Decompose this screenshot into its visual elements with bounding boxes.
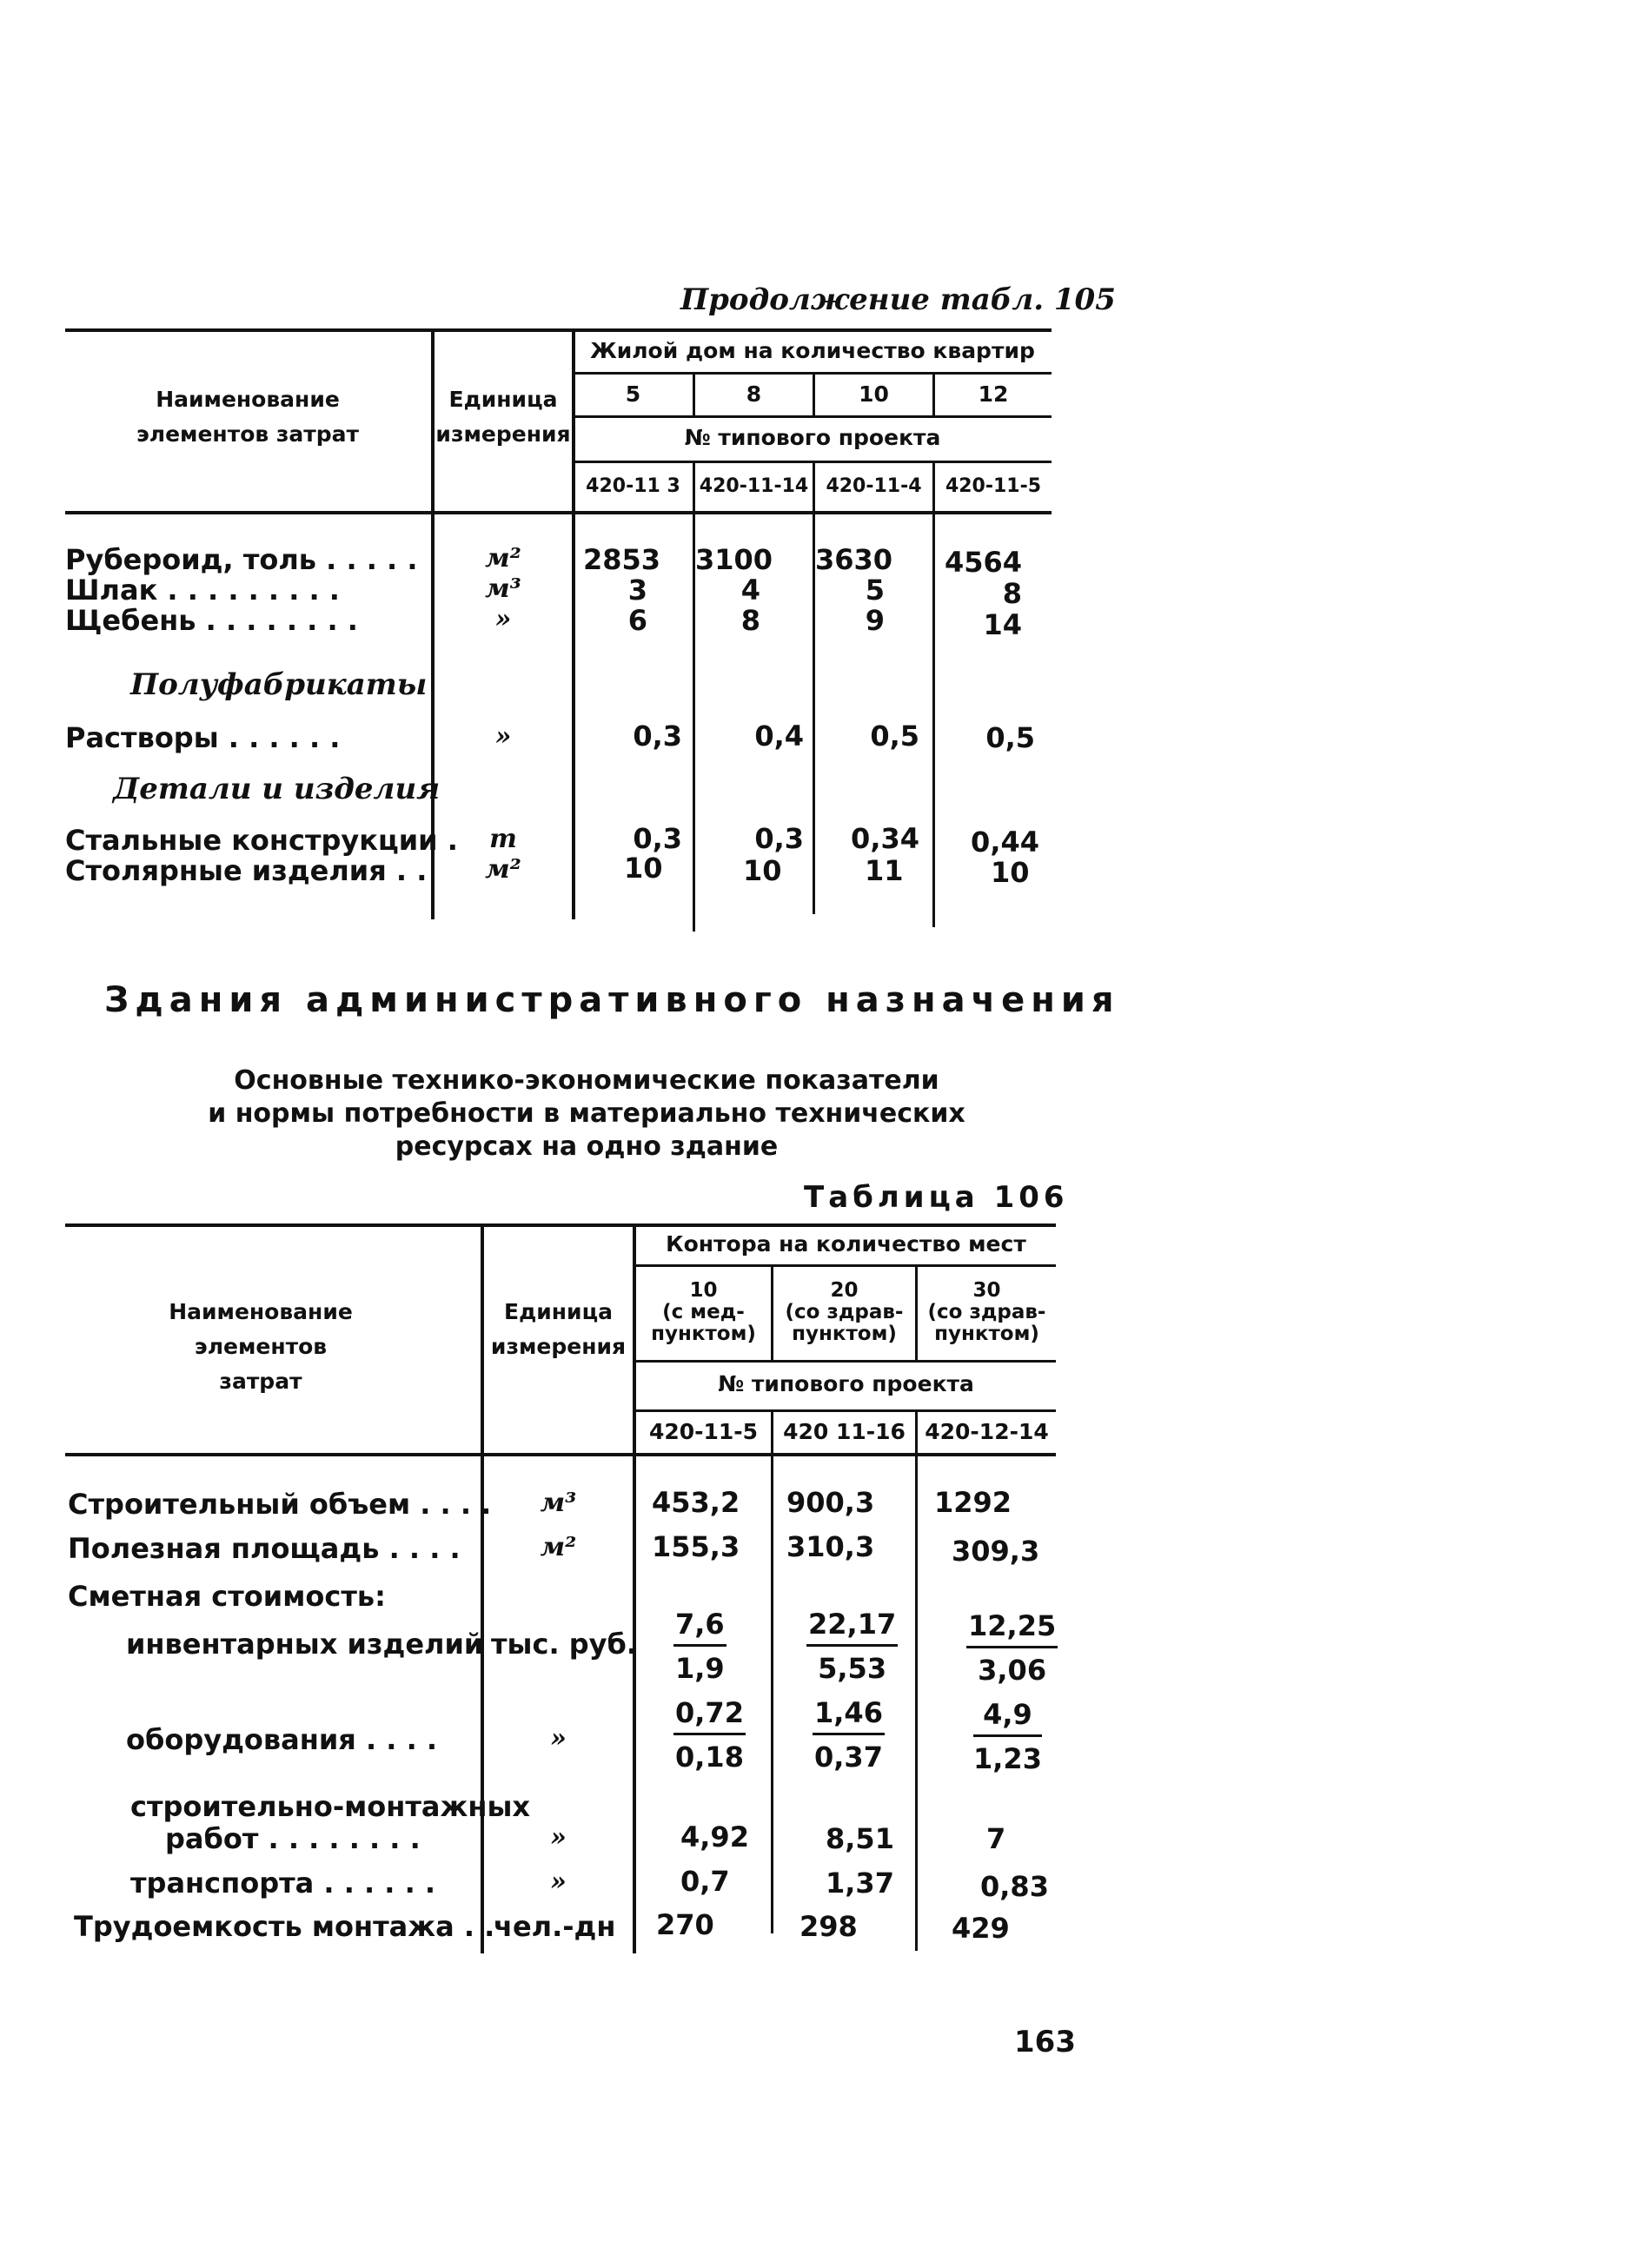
fraction: $\frac{1,46}{0,37}$ bbox=[814, 1696, 883, 1774]
table105-top-rule bbox=[65, 328, 1052, 332]
fraction: $\frac{4,9}{1,23}$ bbox=[973, 1698, 1042, 1775]
table106-project-label: № типового проекта bbox=[718, 1371, 974, 1396]
table106-unit-col-header: Единица измерения bbox=[490, 1299, 627, 1359]
table105-project-4: 420-11-5 bbox=[945, 475, 1042, 497]
fraction: $\frac{12,25}{3,06}$ bbox=[968, 1609, 1057, 1687]
table105-project-1: 420-11 3 bbox=[586, 475, 680, 497]
fraction: $\frac{22,17}{5,53}$ bbox=[808, 1608, 897, 1685]
table106-project-3: 420-12-14 bbox=[925, 1419, 1049, 1444]
table105-unit-col-header: Единица измерения bbox=[435, 387, 571, 447]
table106-project-2: 420 11-16 bbox=[783, 1419, 906, 1444]
table106-name-col-header: Наименование элементов затрат bbox=[169, 1299, 353, 1394]
table105-project-label: № типового проекта bbox=[684, 425, 941, 450]
table105-caption: Продолжение табл. 105 bbox=[680, 282, 1116, 317]
table105-count-12: 12 bbox=[978, 381, 1009, 407]
subtitle-line-3: ресурсах на одно здание bbox=[395, 1131, 779, 1162]
table106-caption: Таблица 106 bbox=[804, 1180, 1069, 1215]
fraction: $\frac{0,72}{0,18}$ bbox=[675, 1696, 744, 1774]
table105-section-semifinished: Полуфабрикаты bbox=[130, 667, 428, 702]
page-number: 163 bbox=[1014, 2025, 1076, 2059]
table105-count-8: 8 bbox=[746, 381, 762, 407]
table105-project-3: 420-11-4 bbox=[826, 475, 922, 497]
table105-section-parts: Детали и изделия bbox=[113, 772, 441, 806]
table106-group-header: Контора на количество мест bbox=[666, 1231, 1026, 1257]
section-title: Здания административного назначения bbox=[104, 980, 1120, 1020]
table106-project-1: 420-11-5 bbox=[648, 1419, 759, 1444]
table105-name-col-header: Наименование элементов затрат bbox=[136, 387, 360, 447]
table105-count-5: 5 bbox=[625, 381, 641, 407]
table106-cost-label: Сметная стоимость: bbox=[68, 1580, 386, 1613]
fraction: $\frac{7,6}{1,9}$ bbox=[675, 1608, 725, 1685]
table105-project-2: 420-11-14 bbox=[699, 475, 809, 497]
table105-count-10: 10 bbox=[859, 381, 889, 407]
table105-group-header: Жилой дом на количество квартир bbox=[590, 338, 1035, 363]
subtitle-line-2: и нормы потребности в материально технических bbox=[208, 1098, 965, 1129]
subtitle-line-1: Основные технико-экономические показатели bbox=[234, 1065, 939, 1096]
